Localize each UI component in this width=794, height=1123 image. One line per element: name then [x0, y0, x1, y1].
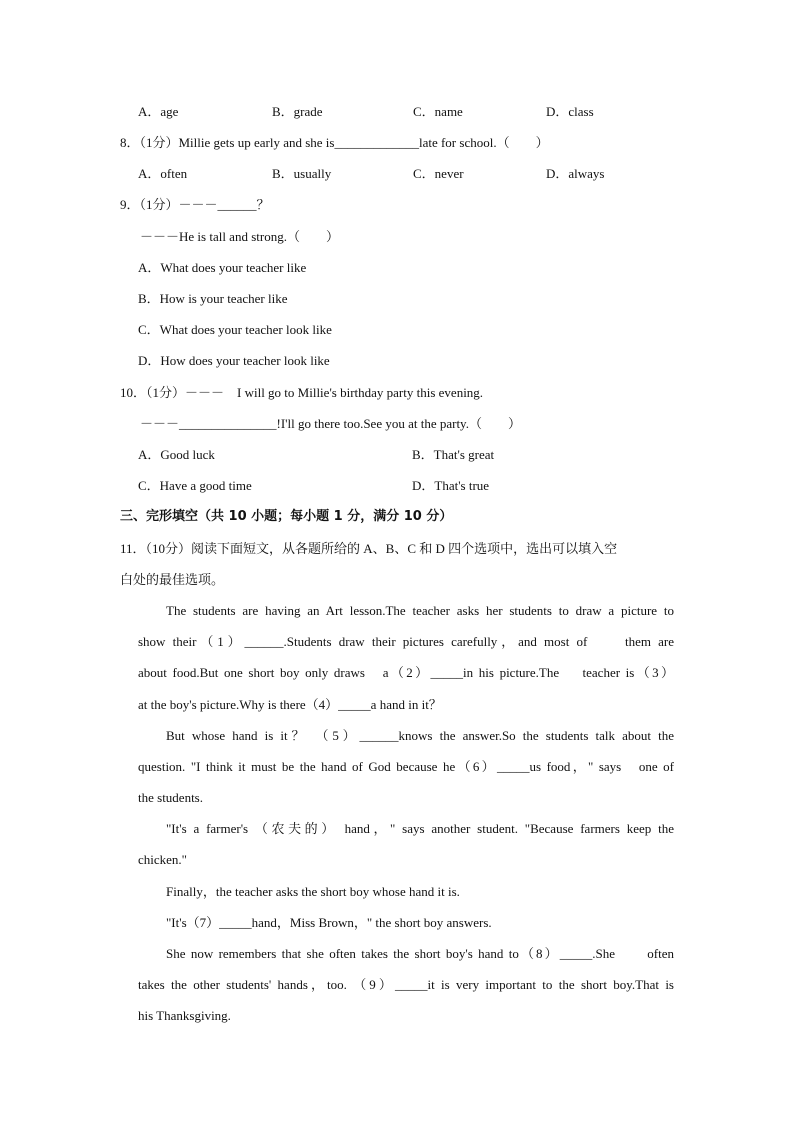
q10-stem: 10．（1分）－－－ I will go to Millie's birthday party this evening.	[120, 385, 484, 400]
q8-option-a: A．often	[138, 166, 188, 181]
passage-line: his Thanksgiving.	[138, 1008, 231, 1023]
passage-line: at the boy's picture.Why is there（4）_____a hand in it？	[138, 697, 442, 712]
q8-option-b: B．usually	[272, 166, 332, 181]
q11-stem-line2: 白处的最佳选项。	[120, 572, 225, 587]
passage-line: about food.But one short boy only draws a（2）_____in his picture.The teacher is（3）	[138, 665, 674, 680]
q10-option-a: A．Good luck	[138, 447, 215, 462]
q8-stem: 8．（1分）Millie gets up early and she is_____________late for school.（ ）	[120, 135, 549, 150]
passage-line: show their（1）______.Students draw their pictures carefully，and most of them are	[138, 634, 674, 649]
passage-line: chicken."	[138, 852, 187, 867]
q9-option-c: C．What does your teacher look like	[138, 322, 332, 337]
q10-option-d: D．That's true	[412, 478, 490, 493]
passage-line: She now remembers that she often takes the short boy's hand to（8）_____.She often	[166, 946, 674, 961]
q10-option-c: C．Have a good time	[138, 478, 252, 493]
passage-line: the students.	[138, 790, 203, 805]
passage-line: "It's a farmer's （农夫的） hand，" says another student. "Because farmers keep the	[166, 821, 674, 836]
q9-option-a: A．What does your teacher like	[138, 260, 307, 275]
passage-line: The students are having an Art lesson.The teacher asks her students to draw a picture to	[166, 603, 674, 618]
passage-line: Finally，the teacher asks the short boy whose hand it is.	[166, 884, 460, 899]
q9-stem: 9．（1分）－－－______？	[120, 197, 270, 212]
q8-option-d: D．always	[546, 166, 605, 181]
passage-line: question. "I think it must be the hand of God because he（6）_____us food，" says one of	[138, 759, 674, 774]
q11-stem-line1: 11．（10分）阅读下面短文，从各题所给的 A、B、C 和 D 四个选项中，选出可以填入空	[120, 541, 618, 556]
q7-option-c: C．name	[413, 104, 463, 119]
q7-option-d: D．class	[546, 104, 594, 119]
passage-line: "It's（7）_____hand，Miss Brown，" the short boy answers.	[166, 915, 492, 930]
q10-reply: －－－_______________!I'll go there too.See you at the party.（ ）	[140, 416, 521, 431]
passage-line: But whose hand is it？ （5）______knows the answer.So the students talk about the	[166, 728, 674, 743]
q7-option-a: A．age	[138, 104, 179, 119]
passage-line: takes the other students' hands，too. （9）_____it is very important to the short boy.That is	[138, 977, 674, 992]
q10-option-b: B．That's great	[412, 447, 495, 462]
q7-option-b: B．grade	[272, 104, 323, 119]
q9-reply: －－－He is tall and strong.（ ）	[140, 229, 339, 244]
q9-option-d: D．How does your teacher look like	[138, 353, 330, 368]
section-heading-cloze: 三、完形填空（共 10 小题；每小题 1 分，满分 10 分）	[120, 509, 453, 524]
q9-option-b: B．How is your teacher like	[138, 291, 288, 306]
q8-option-c: C．never	[413, 166, 464, 181]
